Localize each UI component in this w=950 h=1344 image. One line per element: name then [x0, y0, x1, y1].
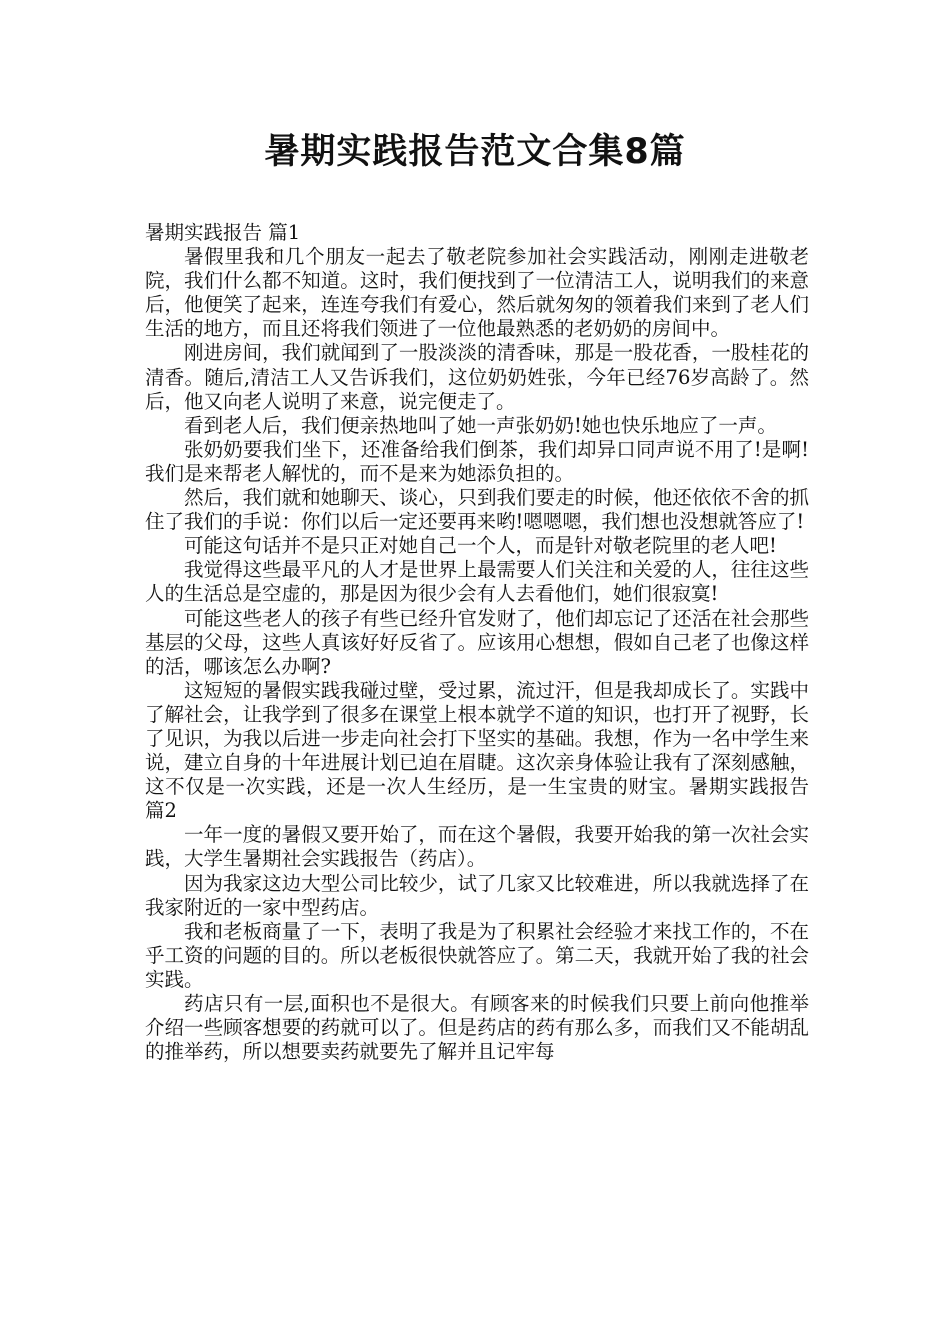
document-body	[145, 221, 809, 1064]
paragraph: 看到老人后，我们便亲热地叫了她一声张奶奶!她也快乐地应了一声。	[184, 413, 777, 437]
paragraph: 因为我家这边大型公司比较少，试了几家又比较难进，所以我就选择了在我家附近的一家中型药店。	[145, 871, 809, 919]
paragraph: 暑假里我和几个朋友一起去了敬老院参加社会实践活动，刚刚走进敬老院，我们什么都不知道。这时，我们便找到了一位清洁工人，说明我们的来意后，他便笑了起来，连连夸我们有爱心，然后就匆匆的领着我们来到了老人们生活的地方，而且还将我们领进了一位他最熟悉的老奶奶的房间中。	[145, 245, 809, 341]
document-title: 暑期实践报告范文合集8篇	[264, 132, 686, 172]
paragraph: 我觉得这些最平凡的人才是世界上最需要人们关注和关爱的人，往往这些人的生活总是空虚的，那是因为很少会有人去看他们，她们很寂寞!	[145, 558, 809, 606]
paragraph: 可能这些老人的孩子有些已经升官发财了，他们却忘记了还活在社会那些基层的父母，这些人真该好好反省了。应该用心想想，假如自己老了也像这样的活，哪该怎么办啊?	[145, 606, 809, 678]
section-heading-1: 暑期实践报告 篇1	[145, 221, 301, 244]
paragraph: 刚进房间，我们就闻到了一股淡淡的清香味，那是一股花香，一股桂花的清香。随后,清洁工人又告诉我们，这位奶奶姓张，今年已经76岁高龄了。然后，他又向老人说明了来意，说完便走了。	[145, 341, 809, 413]
paragraph: 张奶奶要我们坐下，还准备给我们倒茶，我们却异口同声说不用了!是啊!我们是来帮老人解忧的，而不是来为她添负担的。	[145, 437, 809, 485]
paragraph: 可能这句话并不是只正对她自己一个人，而是针对敬老院里的老人吧!	[184, 534, 777, 558]
paragraph: 药店只有一层,面积也不是很大。有顾客来的时候我们只要上前向他推举介绍一些顾客想要的药就可以了。但是药店的药有那么多，而我们又不能胡乱的推举药，所以想要卖药就要先了解并且记牢每	[145, 992, 809, 1064]
paragraph: 一年一度的暑假又要开始了，而在这个暑假，我要开始我的第一次社会实践，大学生暑期社会实践报告（药店）。	[145, 823, 809, 871]
paragraph: 然后，我们就和她聊天、谈心，只到我们要走的时候，他还依依不舍的抓住了我们的手说：你们以后一定还要再来哟!嗯嗯嗯，我们想也没想就答应了!	[145, 486, 809, 534]
paragraph: 这短短的暑假实践我碰过壁，受过累，流过汗，但是我却成长了。实践中了解社会，让我学到了很多在课堂上根本就学不道的知识，也打开了视野，长了见识，为我以后进一步走向社会打下坚实的基础。我想，作为一名中学生来说，建立自身的十年进展计划已迫在眉睫。这次亲身体验让我有了深刻感触，这不仅是一次实践，还是一次人生经历，是一生宝贵的财宝。暑期实践报告 篇2	[145, 678, 809, 823]
paragraph: 我和老板商量了一下，表明了我是为了积累社会经验才来找工作的，不在乎工资的问题的目的。所以老板很快就答应了。第二天，我就开始了我的社会实践。	[145, 919, 809, 991]
